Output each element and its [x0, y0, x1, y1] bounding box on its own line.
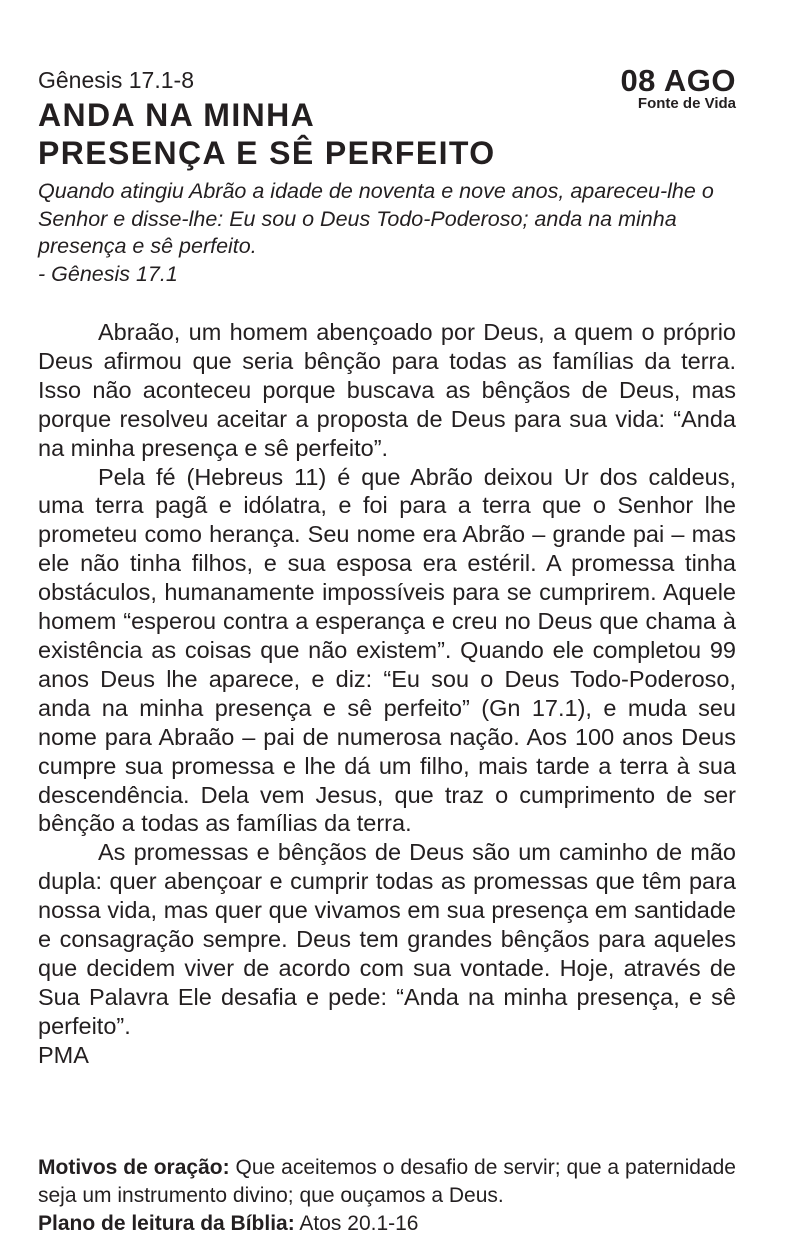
page-title — [38, 96, 496, 172]
scripture-reference: Gênesis 17.1-8 — [38, 67, 194, 93]
verse-citation: - Gênesis 17.1 — [38, 261, 178, 286]
author-signature: PMA — [38, 1041, 89, 1068]
date-label: 08 AGO — [620, 63, 736, 98]
verse-text: Quando atingiu Abrão a idade de noventa e nove anos, apareceu-lhe o Senhor e disse-lhe: Eu sou o Deus Todo-Poderoso; anda na minha presença e sê perfeito. — [38, 179, 714, 258]
prayer-topics — [38, 1154, 736, 1210]
source-label: Fonte de Vida — [637, 95, 736, 112]
key-verse — [38, 178, 736, 288]
title-line-2: PRESENÇA E SÊ PERFEITO — [38, 135, 496, 171]
reading-plan — [38, 1210, 736, 1238]
reading-text: Atos 20.1-16 — [299, 1212, 419, 1235]
date-block — [620, 64, 736, 111]
footer — [38, 1154, 736, 1238]
devotional-body — [38, 318, 736, 1070]
title-line-1: ANDA NA MINHA — [38, 97, 316, 133]
body-paragraph-2: Pela fé (Hebreus 11) é que Abrão deixou Ur dos caldeus, uma terra pagã e idólatra, e foi para a terra que o Senhor lhe prometeu como herança. Seu nome era Abrão – grande pai – mas ele não tinha filhos, e sua esposa era estéril. A promessa tinha obstáculos, humanamente impossíveis para se cumprirem. Aquele homem “esperou contra a esperança e creu no Deus que chama à existência as coisas que não existem”. Quando ele completou 99 anos Deus lhe aparece, e diz: “Eu sou o Deus Todo-Poderoso, anda na minha presença e sê perfeito” (Gn 17.1), e muda seu nome para Abraão – pai de numerosa nação. Aos 100 anos Deus cumpre sua promessa e lhe dá um filho, mais tarde a terra à sua descendência. Dela vem Jesus, que traz o cumprimento de ser bênção a todas as famílias da terra. — [38, 463, 736, 837]
prayer-text: Que aceitemos o desafio de servir; que a paternidade seja um instrumento divino; que ouçamos a Deus. — [38, 1156, 736, 1207]
prayer-label: Motivos de oração: — [38, 1156, 230, 1179]
reading-label: Plano de leitura da Bíblia: — [38, 1212, 295, 1235]
body-paragraph-3: As promessas e bênçãos de Deus são um caminho de mão dupla: quer abençoar e cumprir todas as promessas que têm para nossa vida, mas quer que vivamos em sua presença em santidade e consagração sempre. Deus tem grandes bênçãos para aqueles que decidem viver de acordo com sua vontade. Hoje, através de Sua Palavra Ele desafia e pede: “Anda na minha presença, e sê perfeito”. — [38, 839, 736, 1039]
body-paragraph-1: Abraão, um homem abençoado por Deus, a quem o próprio Deus afirmou que seria bênção para todas as famílias da terra. Isso não aconteceu porque buscava as bênçãos de Deus, mas porque resolveu aceitar a proposta de Deus para sua vida: “Anda na minha presença e sê perfeito”. — [38, 319, 736, 461]
